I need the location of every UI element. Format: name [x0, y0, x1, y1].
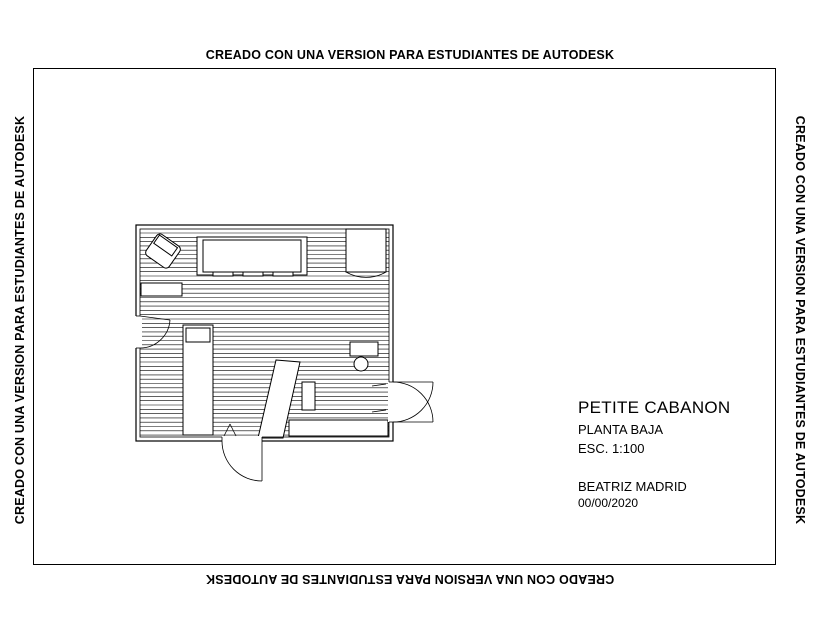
drawing-date: 00/00/2020	[578, 496, 639, 510]
bed-pillow	[186, 328, 210, 342]
shelf-left	[141, 283, 182, 296]
staircase-treads	[224, 424, 236, 436]
armchair	[144, 232, 182, 269]
sofa-seat	[203, 240, 301, 272]
watermark-left: CREADO CON UNA VERSION PARA ESTUDIANTES DE AUTODESK	[13, 115, 27, 525]
cushion-1	[213, 272, 233, 276]
drawing-scale: ESC. 1:100	[578, 441, 645, 456]
watermark-top: CREADO CON UNA VERSION PARA ESTUDIANTES DE AUTODESK	[205, 48, 615, 62]
watermark-right: CREADO CON UNA VERSION PARA ESTUDIANTES DE AUTODESK	[793, 115, 807, 525]
door-top-right	[346, 272, 386, 277]
wash-basin	[302, 382, 315, 410]
watermark-bottom: CREADO CON UNA VERSION PARA ESTUDIANTES DE AUTODESK	[205, 572, 615, 586]
cushion-2	[243, 272, 263, 276]
sink-counter	[350, 342, 378, 356]
title-block	[578, 398, 731, 510]
drawing-title: PETITE CABANON	[578, 398, 731, 417]
drawing-subtitle: PLANTA BAJA	[578, 422, 664, 437]
toilet	[354, 357, 368, 371]
bench	[289, 420, 388, 436]
stair-steps	[372, 384, 386, 412]
cushion-3	[273, 272, 293, 276]
cabinet-top-right	[346, 229, 386, 272]
drawing-author: BEATRIZ MADRID	[578, 479, 687, 494]
